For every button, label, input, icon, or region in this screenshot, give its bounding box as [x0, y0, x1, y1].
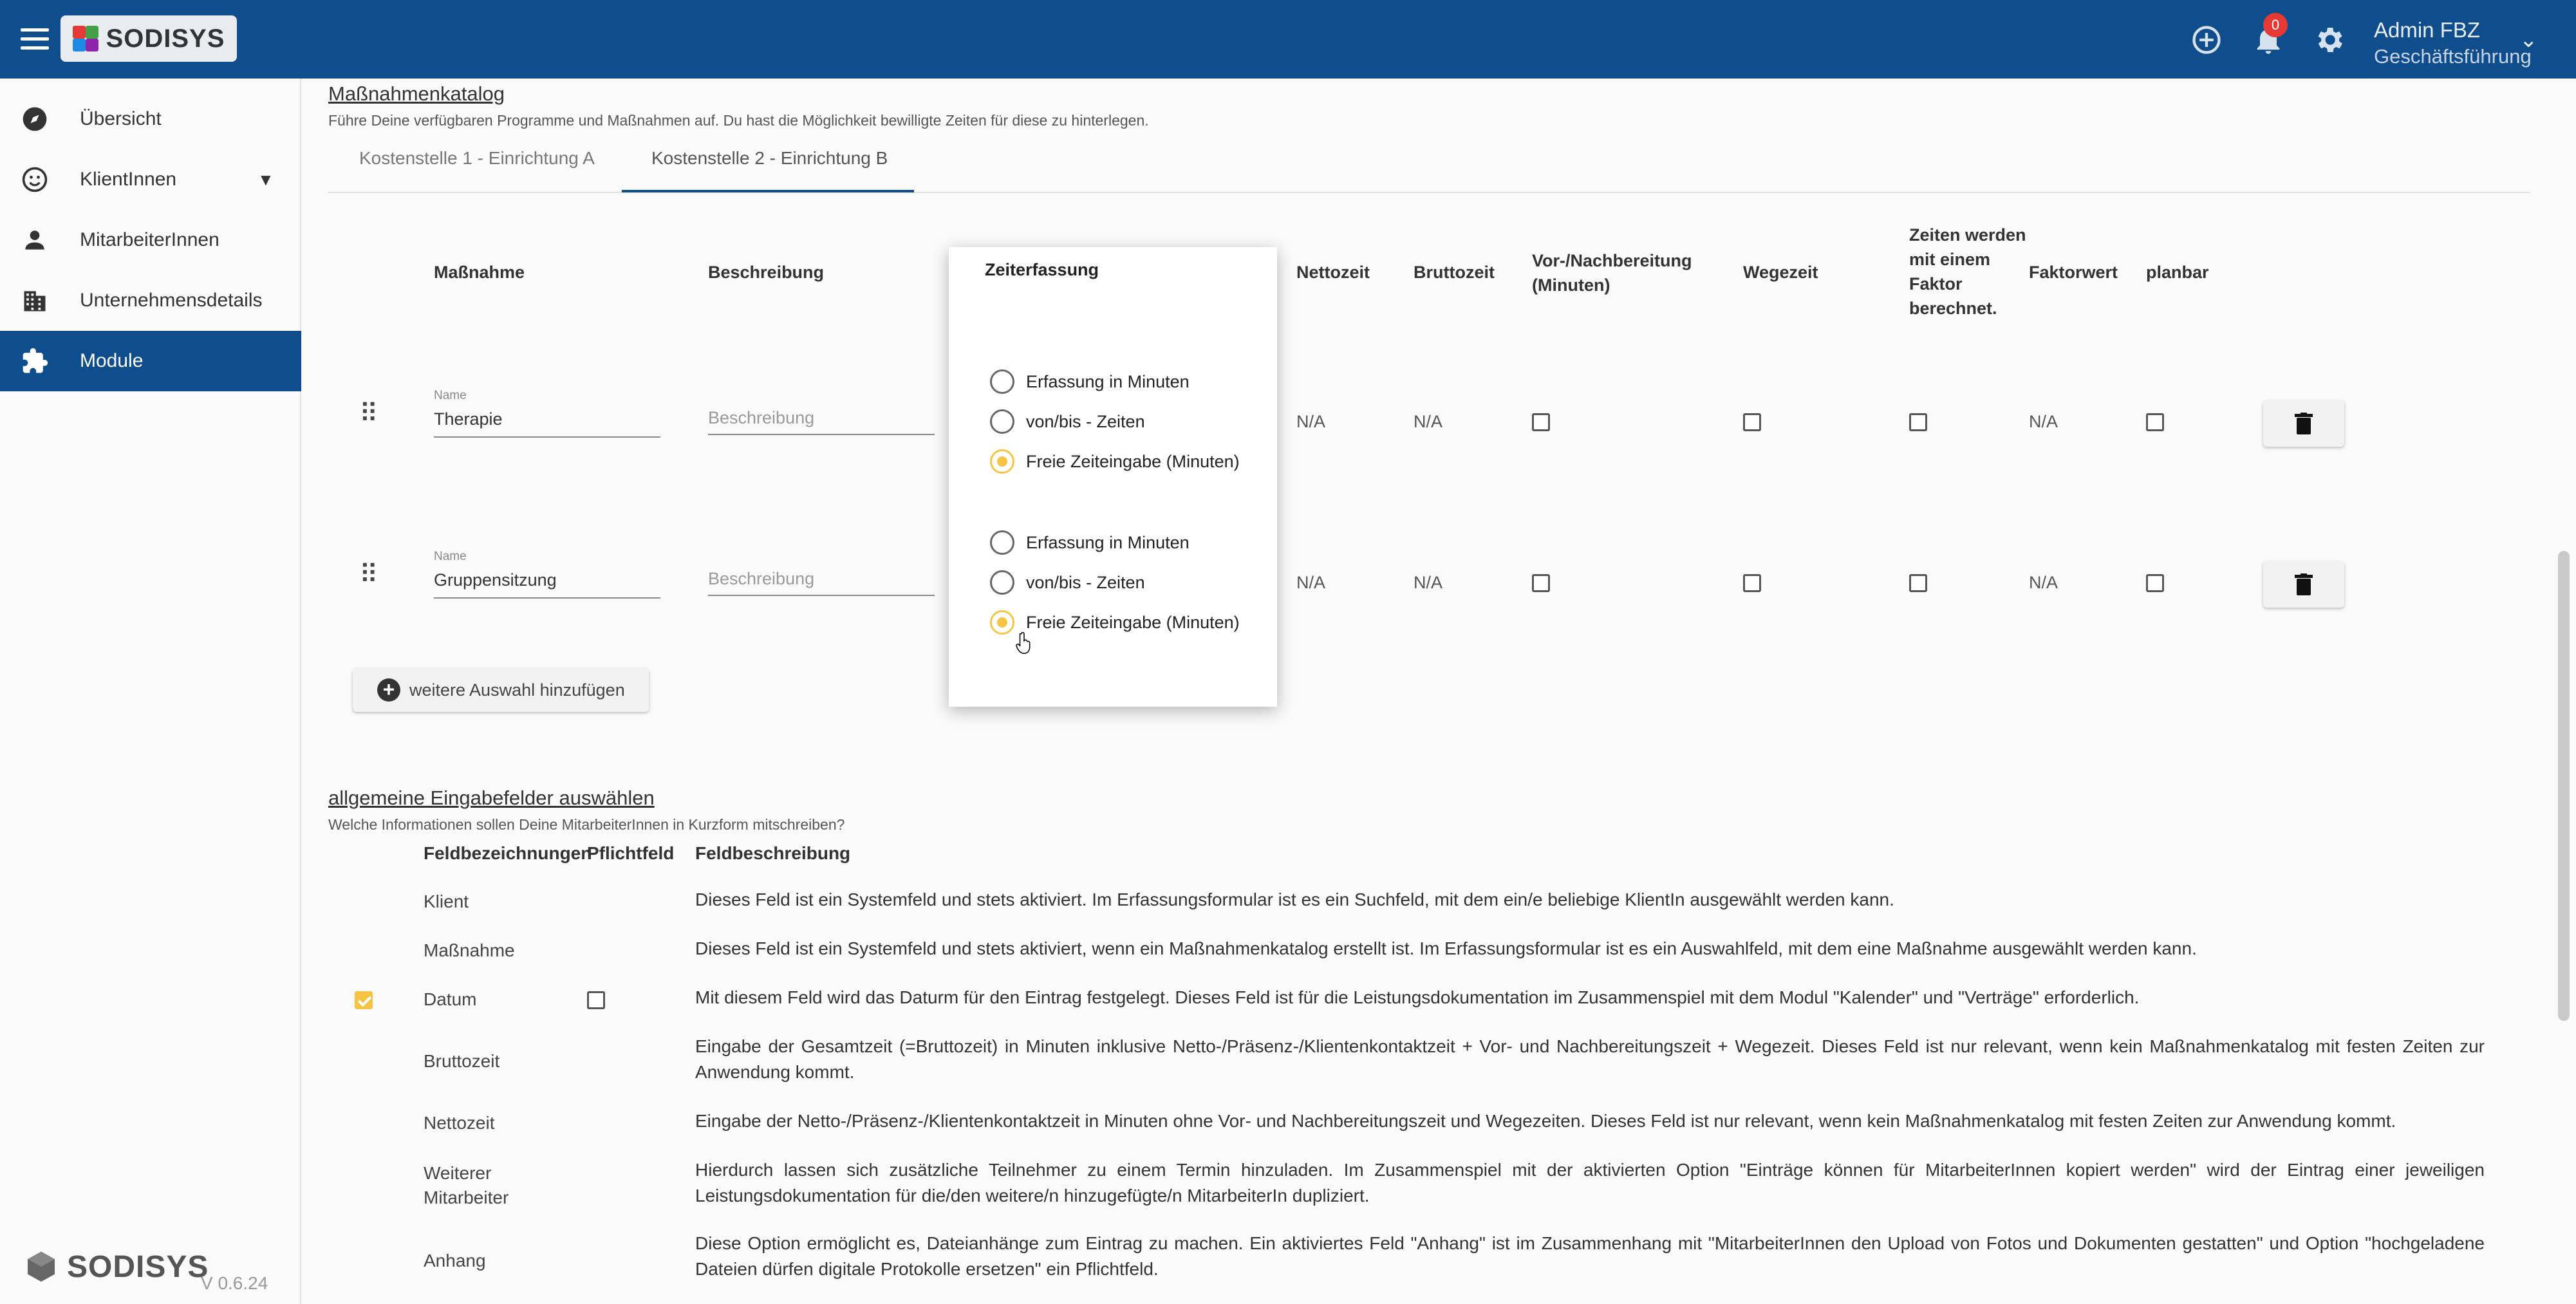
- faktorwert-value: N/A: [2029, 573, 2058, 592]
- field-name: Datum: [424, 989, 477, 1009]
- col-nettozeit: Nettozeit: [1296, 263, 1370, 282]
- faktor-checkbox[interactable]: [1909, 413, 1927, 431]
- puzzle-icon: [19, 346, 50, 377]
- wegezeit-checkbox[interactable]: [1743, 574, 1761, 592]
- user-name[interactable]: Admin FBZ: [2374, 18, 2481, 42]
- add-circle-icon[interactable]: [2190, 23, 2223, 57]
- radio-button[interactable]: [990, 570, 1014, 595]
- sidebar-item-label: Unternehmensdetails: [80, 290, 263, 311]
- col-pflichtfeld: Pflichtfeld: [587, 843, 675, 863]
- sidebar-item-label: MitarbeiterInnen: [80, 229, 219, 250]
- col-massnahme: Maßnahme: [434, 263, 525, 282]
- col-beschreibung: Beschreibung: [708, 263, 825, 282]
- faktorwert-value: N/A: [2029, 412, 2058, 431]
- planbar-checkbox[interactable]: [2146, 574, 2164, 592]
- brand-logo-button[interactable]: [61, 15, 237, 62]
- col-bruttozeit: Bruttozeit: [1414, 263, 1495, 282]
- plus-circle-icon: +: [377, 678, 400, 702]
- vertical-scrollbar[interactable]: [2558, 551, 2570, 1021]
- person-icon: [19, 225, 50, 256]
- tab-kostenstelle-1[interactable]: Kostenstelle 1 - Einrichtung A: [359, 148, 595, 168]
- user-role: Geschäftsführung: [2374, 45, 2532, 68]
- footer-brand-name: SODISYS: [67, 1250, 209, 1284]
- field-description: Eingabe der Netto-/Präsenz-/Klientenkontaktzeit in Minuten ohne Vor- und Nachbereitungszeit und Wegezeiten. Dieses Feld ist nur relevant, wenn kein Maßnahmenkatalog mit festen Zeiten zur Anwendung kommt.: [695, 1111, 2396, 1131]
- footer-cube-icon: [23, 1249, 59, 1285]
- field-enabled-checkbox[interactable]: [355, 991, 373, 1009]
- sidebar-footer-logo: [23, 1249, 209, 1285]
- sidebar-item-label: Module: [80, 350, 144, 371]
- logo-cube-icon: [73, 26, 98, 51]
- field-description: Hierdurch lassen sich zusätzliche Teilnehmer zu einem Termin hinzuladen. Im Zusammenspiel mit der aktivierten Option "Einträge können für MitarbeiterInnen kopiert werden" wird der Eintrag einer jeweiligen Leistungsdokumentation für die/den weitere/n hinzugefügte/n MitarbeiterIn dupliziert.: [695, 1160, 2485, 1206]
- field-name: Maßnahme: [424, 940, 515, 960]
- chevron-down-icon[interactable]: ⌄: [2519, 28, 2538, 52]
- app-version: V 0.6.24: [201, 1273, 268, 1293]
- popover-title: Zeiterfassung: [985, 260, 1099, 279]
- radio-button-selected[interactable]: [990, 449, 1014, 474]
- sidebar-item-uebersicht[interactable]: [0, 89, 301, 149]
- col-faktorwert: Faktorwert: [2029, 263, 2118, 282]
- sidebar-item-unternehmensdetails[interactable]: [0, 270, 301, 331]
- field-name: Klient: [424, 891, 469, 911]
- radio-option-vonbis-row1[interactable]: [990, 409, 1145, 434]
- nettozeit-value: N/A: [1296, 573, 1326, 592]
- radio-label: von/bis - Zeiten: [1026, 572, 1145, 592]
- radio-button-selected[interactable]: [990, 610, 1014, 635]
- description-field[interactable]: Beschreibung: [708, 408, 815, 427]
- brand-name: SODISYS: [106, 24, 225, 53]
- hand-cursor-icon: [1016, 632, 1032, 655]
- smiley-icon: [19, 164, 50, 195]
- menu-icon[interactable]: [21, 28, 49, 51]
- active-tab-indicator: [622, 190, 914, 192]
- wegezeit-checkbox[interactable]: [1743, 413, 1761, 431]
- field-name: Anhang: [424, 1251, 486, 1271]
- field-name: Weiterer Mitarbeiter: [424, 1163, 509, 1207]
- vor-nachbereitung-checkbox[interactable]: [1532, 413, 1550, 431]
- field-description: Dieses Feld ist ein Systemfeld und stets aktiviert, wenn ein Maßnahmenkatalog erstellt ist. Im Erfassungsformular ist es ein Auswahlfeld, mit dem eine Maßnahme ausgewählt werden kann.: [695, 938, 2197, 958]
- radio-option-minuten-row1[interactable]: [990, 369, 1190, 394]
- col-vor-nachbereitung: Vor-/Nachbereitung (Minuten): [1532, 251, 1692, 295]
- bruttozeit-value: N/A: [1414, 412, 1443, 431]
- delete-button[interactable]: [2263, 561, 2344, 608]
- field-description: Dieses Feld ist ein Systemfeld und stets aktiviert. Im Erfassungsformular ist es ein Suchfeld, mit dem ein/e beliebige KlientIn ausgewählt werden kann.: [695, 890, 1894, 909]
- zeiterfassung-popover: [949, 247, 1277, 707]
- sidebar-item-label: Übersicht: [80, 108, 162, 129]
- sidebar-item-label: KlientInnen: [80, 169, 177, 190]
- radio-label: Freie Zeiteingabe (Minuten): [1026, 612, 1240, 632]
- fields-subtitle: Welche Informationen sollen Deine MitarbeiterInnen in Kurzform mitschreiben?: [328, 816, 845, 833]
- radio-label: Freie Zeiteingabe (Minuten): [1026, 451, 1240, 471]
- col-faktor-berechnet: Zeiten werden mit einem Faktor berechnet.: [1909, 225, 2026, 318]
- radio-option-minuten-row2[interactable]: [990, 530, 1190, 555]
- description-field[interactable]: Beschreibung: [708, 569, 815, 588]
- radio-button[interactable]: [990, 409, 1014, 434]
- radio-label: von/bis - Zeiten: [1026, 411, 1145, 431]
- col-feldbeschreibung: Feldbeschreibung: [695, 843, 851, 863]
- col-wegezeit: Wegezeit: [1743, 263, 1818, 282]
- col-feldbezeichnungen: Feldbezeichnungen: [424, 843, 592, 863]
- planbar-checkbox[interactable]: [2146, 413, 2164, 431]
- trash-icon: [2295, 573, 2313, 595]
- col-planbar: planbar: [2146, 263, 2209, 282]
- notification-badge: 0: [2263, 13, 2288, 37]
- vor-nachbereitung-checkbox[interactable]: [1532, 574, 1550, 592]
- radio-option-frei-row2[interactable]: [990, 610, 1240, 635]
- sidebar-item-module[interactable]: [0, 331, 301, 391]
- tab-kostenstelle-2[interactable]: Kostenstelle 2 - Einrichtung B: [651, 148, 888, 168]
- delete-button[interactable]: [2263, 400, 2344, 447]
- name-field-label: Name: [434, 389, 467, 402]
- add-selection-label: weitere Auswahl hinzufügen: [409, 680, 625, 700]
- name-field-underline: [434, 597, 660, 599]
- top-app-bar: [0, 0, 2576, 79]
- drag-handle-icon[interactable]: ⠿: [359, 400, 376, 428]
- radio-label: Erfassung in Minuten: [1026, 371, 1190, 391]
- nettozeit-value: N/A: [1296, 412, 1326, 431]
- gear-icon[interactable]: [2312, 23, 2346, 57]
- faktor-checkbox[interactable]: [1909, 574, 1927, 592]
- radio-button[interactable]: [990, 369, 1014, 394]
- field-description: Mit diesem Feld wird das Daturm für den Eintrag festgelegt. Dieses Feld ist für die Leistungsdokumentation im Zusammenspiel mit dem Modul "Kalender" und "Verträge" erforderlich.: [695, 987, 2140, 1007]
- radio-option-frei-row1[interactable]: [990, 449, 1240, 474]
- field-name: Bruttozeit: [424, 1051, 500, 1071]
- building-icon: [19, 285, 50, 316]
- drag-handle-icon[interactable]: ⠿: [359, 561, 376, 589]
- name-field[interactable]: Gruppensitzung: [434, 570, 557, 590]
- sidebar-item-klientinnen[interactable]: [0, 149, 301, 210]
- add-selection-button[interactable]: [353, 668, 649, 712]
- name-field-underline: [434, 436, 660, 438]
- radio-label: Erfassung in Minuten: [1026, 532, 1190, 552]
- trash-icon: [2295, 413, 2313, 434]
- radio-option-vonbis-row2[interactable]: [990, 570, 1145, 595]
- radio-button[interactable]: [990, 530, 1014, 555]
- caret-down-icon[interactable]: ▼: [257, 169, 274, 189]
- fields-title: allgemeine Eingabefelder auswählen: [328, 787, 655, 809]
- name-field-label: Name: [434, 550, 467, 563]
- sidebar-item-mitarbeiterinnen[interactable]: [0, 210, 301, 270]
- description-field-underline: [708, 434, 935, 435]
- name-field[interactable]: Therapie: [434, 409, 503, 429]
- field-required-checkbox[interactable]: [587, 991, 605, 1009]
- catalog-subtitle: Führe Deine verfügbaren Programme und Maßnahmen auf. Du hast die Möglichkeit bewilligte Zeiten für diese zu hinterlegen.: [328, 112, 1149, 129]
- bruttozeit-value: N/A: [1414, 573, 1443, 592]
- description-field-underline: [708, 595, 935, 596]
- compass-icon: [19, 104, 50, 135]
- field-description: Diese Option ermöglicht es, Dateianhänge zum Eintrag zu machen. Ein aktiviertes Feld "Anhang" ist im Zusammenhang mit "MitarbeiterInnen den Upload von Fotos und Dokumenten gestatten" und Option "hochgeladene Dateien dürfen digitale Protokolle ersetzen" ein Pflichtfeld.: [695, 1233, 2485, 1279]
- catalog-title: Maßnahmenkatalog: [328, 82, 505, 105]
- field-name: Nettozeit: [424, 1113, 495, 1133]
- field-description: Eingabe der Gesamtzeit (=Bruttozeit) in Minuten inklusive Netto-/Präsenz-/Klientenkontaktzeit + Vor- und Nachbereitungszeit + Wegezeit. Dieses Feld ist nur relevant, wenn kein Maßnahmenkatalog mit festen Zeiten zur Anwendung kommt.: [695, 1036, 2485, 1082]
